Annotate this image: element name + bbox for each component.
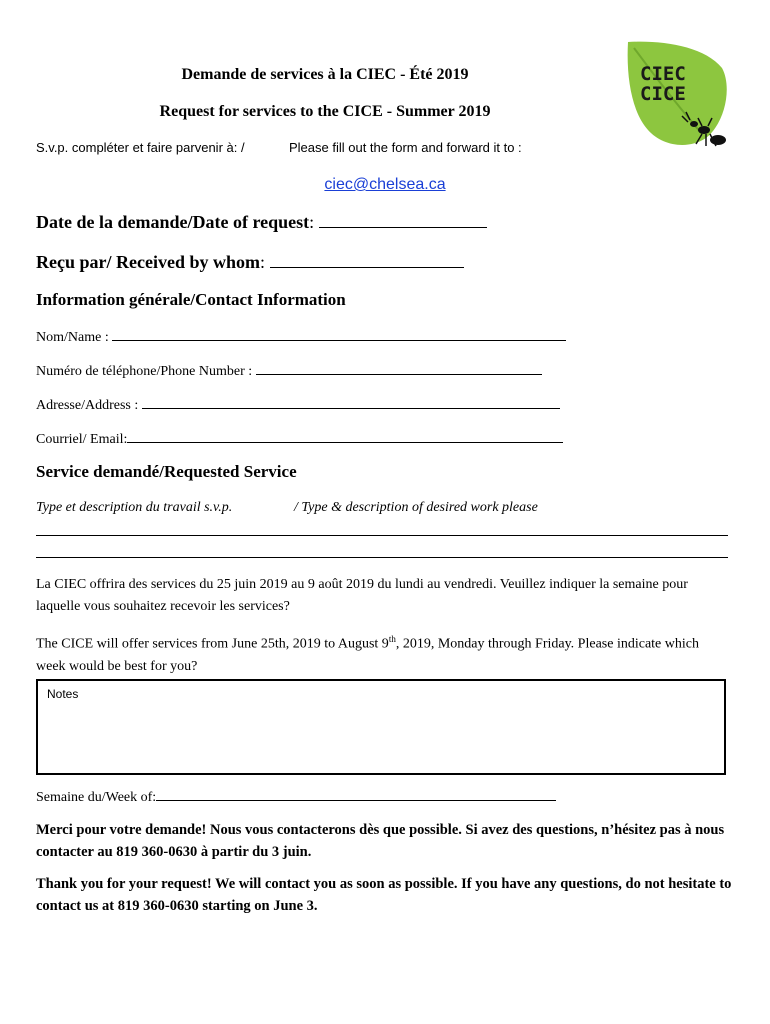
name-row [36,327,566,346]
email-label: Courriel/ Email: [36,432,128,447]
instruction-fr: S.v.p. compléter et faire parvenir à: / [36,140,245,155]
week-of-row [36,787,556,806]
date-request-row: Date de la demande/Date of request: [36,212,487,233]
address-label: Adresse/Address : [36,398,139,413]
name-label: Nom/Name : [36,330,109,345]
service-desc-en: / Type & description of desired work please [294,500,538,515]
schedule-paragraph-fr: La CIEC offrira des services du 25 juin 2019 au 9 août 2019 du lundi au vendredi. Veuillez indiquer la semaine pour laquelle vous souhaitez recevoir les services? [36,577,688,614]
email-link[interactable]: ciec@chelsea.ca [324,176,446,193]
logo-text-line2: CICE [640,83,686,105]
title-en: Request for services to the CICE - Summer 2019 [159,103,491,120]
name-field[interactable] [112,327,566,341]
date-request-label: Date de la demande/Date of request [36,212,310,232]
date-request-field[interactable] [319,214,487,228]
address-row [36,395,560,414]
thanks-paragraph-fr: Merci pour votre demande! Nous vous contacterons dès que possible. Si avez des questions, n’hésitez pas à nous contacter au 819 360-0630 à partir du 3 juin. [36,822,725,860]
service-desc-fr: Type et description du travail s.v.p. [36,500,233,515]
received-by-field[interactable] [270,254,464,268]
requested-service-heading: Service demandé/Requested Service [36,462,297,481]
title-fr: Demande de services à la CIEC - Été 2019 [181,66,469,83]
contact-info-heading: Information générale/Contact Information [36,290,346,309]
schedule-paragraph-en: The CICE will offer services from June 25th, 2019 to August 9th, 2019, Monday through Friday. Please indicate which week would be best for you? [36,634,699,674]
address-field[interactable] [142,395,560,409]
ciec-logo [622,38,734,160]
received-by-row: Reçu par/ Received by whom: [36,252,464,273]
service-description-line-1[interactable] [36,535,728,536]
received-by-label: Reçu par/ Received by whom [36,252,260,272]
instruction-en: Please fill out the form and forward it to : [289,140,522,155]
service-description-line-2[interactable] [36,557,728,558]
phone-label: Numéro de téléphone/Phone Number : [36,364,253,379]
phone-field[interactable] [256,361,542,375]
phone-row [36,361,542,380]
email-row [36,429,563,448]
notes-label: Notes [47,687,79,701]
week-of-label: Semaine du/Week of: [36,790,157,805]
logo-text-line1: CIEC [640,63,686,85]
notes-textbox[interactable] [36,679,726,775]
week-of-field[interactable] [156,787,556,801]
email-field[interactable] [127,429,563,443]
thanks-paragraph-en: Thank you for your request! We will contact you as soon as possible. If you have any questions, do not hesitate to contact us at 819 360-0630 starting on June 3. [36,876,732,914]
